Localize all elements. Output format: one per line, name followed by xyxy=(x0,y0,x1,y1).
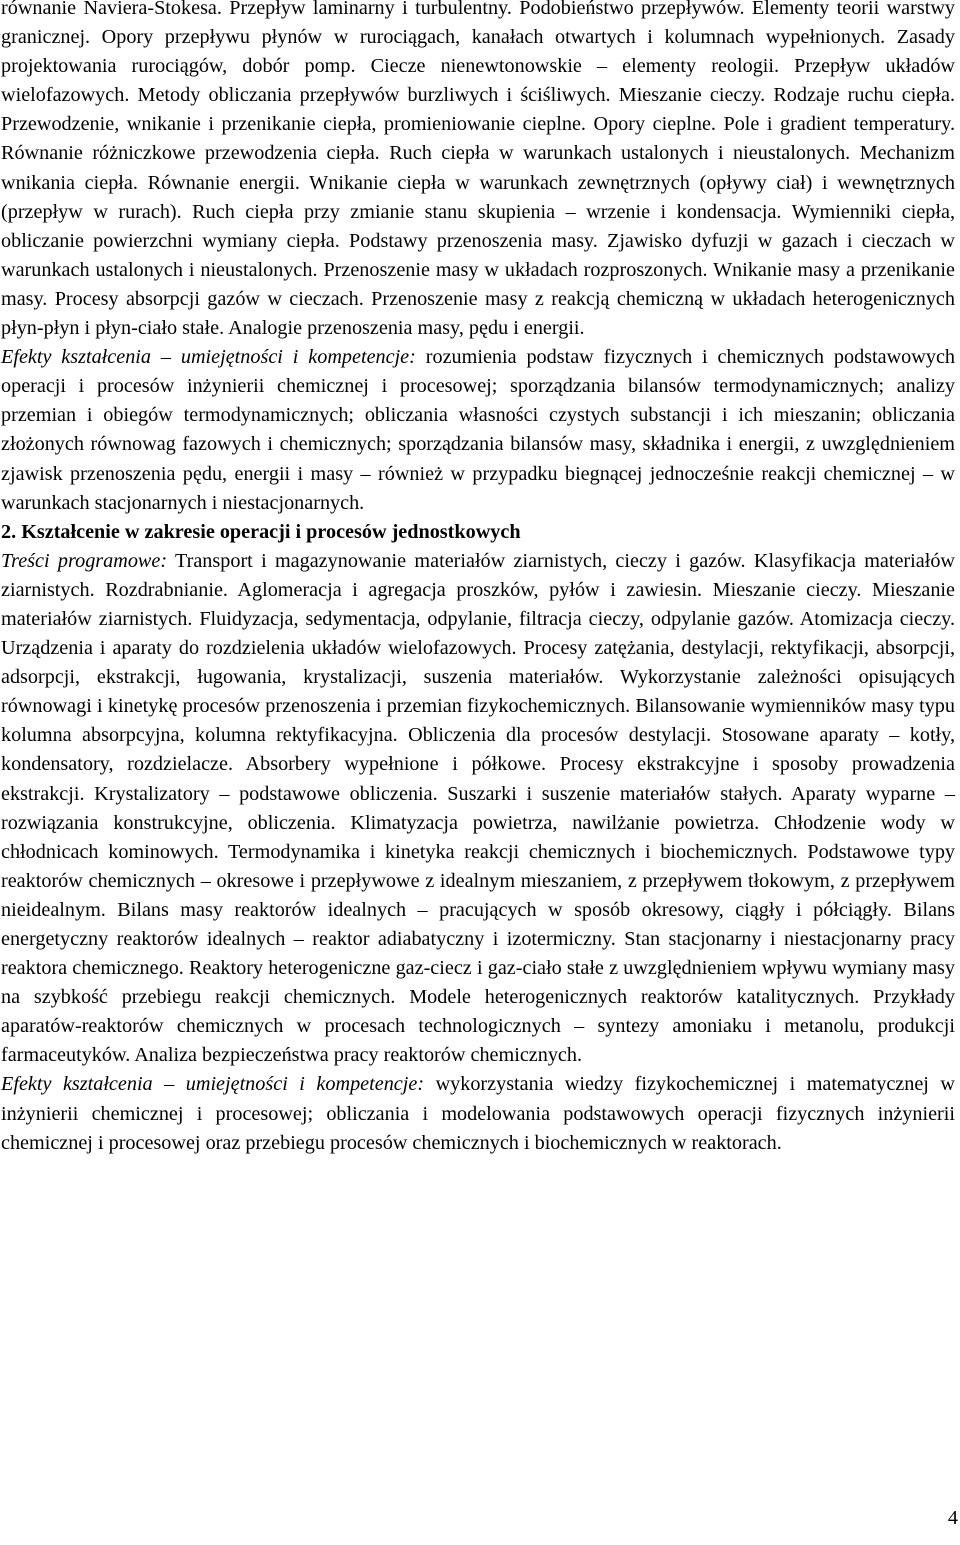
section2-outcomes-text: wykorzystania wiedzy fizykochemicznej i matematycznej w inżynierii chemicznej i procesowej; obliczania i modelowania podstawowych operacji fizycznych inżynierii chemicznej i procesowej oraz przebiegu procesów chemicznych i biochemicznych w reaktorach. xyxy=(1,1073,956,1154)
section2-heading: 2. Kształcenie w zakresie operacji i procesów jednostkowych xyxy=(1,520,521,543)
section1-content-text: równanie Naviera-Stokesa. Przepływ laminarny i turbulentny. Podobieństwo przepływów. Elementy teorii warstwy granicznej. Opory przepływu płynów w rurociągach, kanałach otwartych i kolumnach wypełnionych. Zasady projektowania rurociągów, dobór pomp. Ciecze nienewtonowskie – elementy reologii. Przepływ układów wielofazowych. Metody obliczania przepływów burzliwych i ściśliwych. Mieszanie cieczy. Rodzaje ruchu ciepła. Przewodzenie, wnikanie i przenikanie ciepła, promieniowanie cieplne. Opory cieplne. Pole i gradient temperatury. Równanie różniczkowe przewodzenia ciepła. Ruch ciepła w warunkach ustalonych i nieustalonych. Mechanizm wnikania ciepła. Równanie energii. Wnikanie ciepła w warunkach zewnętrznych (opływy ciał) i wewnętrznych (przepływ w rurach). Ruch ciepła przy zmianie stanu skupienia – wrzenie i kondensacja. Wymienniki ciepła, obliczanie powierzchni wymiany ciepła. Podstawy przenoszenia masy. Zjawisko dyfuzji w gazach i cieczach w warunkach ustalonych i nieustalonych. Przenoszenie masy w układach rozproszonych. Wnikanie masy a przenikanie masy. Procesy absorpcji gazów w cieczach. Przenoszenie masy z reakcją chemiczną w układach heterogenicznych płyn-płyn i płyn-ciało stałe. Analogie przenoszenia masy, pędu i energii. xyxy=(1,0,955,340)
section1-outcomes-paragraph xyxy=(1,343,955,518)
section2-content-text: Transport i magazynowanie materiałów ziarnistych, cieczy i gazów. Klasyfikacja materiałów ziarnistych. Rozdrabnianie. Aglomeracja i agregacja proszków, pyłów i zawiesin. Mieszanie cieczy. Mieszanie materiałów ziarnistych. Fluidyzacja, sedymentacja, odpylanie, filtracja cieczy, odpylanie gazów. Atomizacja cieczy. Urządzenia i aparaty do rozdzielenia układów wielofazowych. Procesy zatężania, destylacji, rektyfikacji, absorpcji, adsorpcji, ekstrakcji, ługowania, krystalizacji, suszenia materiałów. Wykorzystanie zależności opisujących równowagi i kinetykę procesów przenoszenia i przemian fizykochemicznych. Bilansowanie wymienników masy typu kolumna absorpcyjna, kolumna rektyfikacyjna. Obliczenia dla procesów destylacji. Stosowane aparaty – kotły, kondensatory, rozdzielacze. Absorbery wypełnione i półkowe. Procesy ekstrakcyjne i sposoby prowadzenia ekstrakcji. Krystalizatory – podstawowe obliczenia. Suszarki i suszenie materiałów stałych. Aparaty wyparne – rozwiązania konstrukcyjne, obliczenia. Klimatyzacja powietrza, nawilżanie powietrza. Chłodzenie wody w chłodnicach kominowych. Termodynamika i kinetyka reakcji chemicznych i biochemicznych. Podstawowe typy reaktorów chemicznych – okresowe i przepływowe z idealnym mieszaniem, z przepływem tłokowym, z przepływem nieidealnym. Bilans masy reaktorów idealnych – pracujących w sposób okresowy, ciągły i półciągły. Bilans energetyczny reaktorów idealnych – reaktor adiabatyczny i izotermiczny. Stan stacjonarny i niestacjonarny pracy reaktora chemicznego. Reaktory heterogeniczne gaz-ciecz i gaz-ciało stałe z uwzględnieniem wpływu wymiany masy na szybkość przebiegu reakcji chemicznych. Modele heterogenicznych reaktorów katalitycznych. Przykłady aparatów-reaktorów chemicznych w procesach technologicznych – syntezy amoniaku i metanolu, produkcji farmaceutyków. Analiza bezpieczeństwa pracy reaktorów chemicznych. xyxy=(1,549,955,1067)
section2-outcomes-label: Efekty kształcenia – umiejętności i kompetencje: xyxy=(1,1073,425,1096)
page-number: 4 xyxy=(947,1507,958,1529)
section2-content-label: Treści programowe: xyxy=(1,549,168,572)
section2-content-paragraph xyxy=(1,547,955,1071)
section1-outcomes-text: rozumienia podstaw fizycznych i chemicznych podstawowych operacji i procesów inżynierii chemicznej i procesowej; sporządzania bilansów termodynamicznych; analizy przemian i obiegów termodynamicznych; obliczania własności czystych substancji i ich mieszanin; obliczania złożonych równowag fazowych i chemicznych; sporządzania bilansów masy, składnika i energii, z uwzględnieniem zjawisk przenoszenia pędu, energii i masy – również w przypadku biegnącej jednocześnie reakcji chemicznej – w warunkach stacjonarnych i niestacjonarnych. xyxy=(1,346,956,514)
section1-content-paragraph xyxy=(1,0,955,343)
section1-outcomes-label: Efekty kształcenia – umiejętności i kompetencje: xyxy=(1,346,416,369)
document-page xyxy=(1,0,955,1158)
section2-outcomes-paragraph xyxy=(1,1070,955,1157)
